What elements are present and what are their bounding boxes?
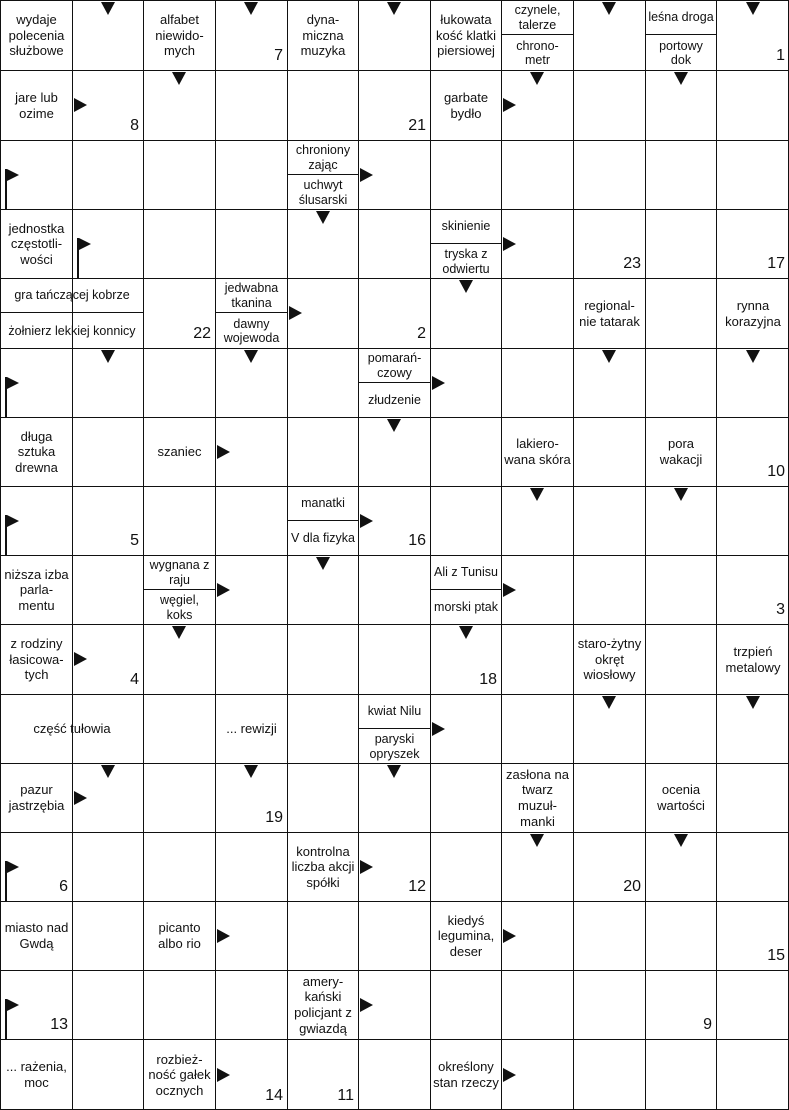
clue-cell: morski ptak: [434, 600, 498, 615]
clue-cell: złudzenie: [368, 393, 421, 408]
clue-number-label: 9: [703, 1016, 712, 1033]
clue-number-label: 11: [337, 1087, 354, 1104]
answer-cell[interactable]: [574, 418, 645, 486]
answer-cell[interactable]: [431, 971, 501, 1039]
clue-cell: uchwyt ślusarski: [298, 178, 348, 207]
flag-icon: [5, 861, 19, 901]
down-arrow-icon: [244, 765, 258, 778]
grid-line-horizontal: [0, 1039, 789, 1040]
answer-cell[interactable]: [717, 971, 789, 1039]
answer-cell[interactable]: [359, 556, 430, 624]
clue-cell: dyna-miczna muzyka: [300, 12, 346, 59]
flag-icon: [5, 377, 19, 417]
answer-cell[interactable]: [359, 625, 430, 694]
clue-cell: miasto nad Gwdą: [4, 920, 69, 951]
clue-number-label: 7: [274, 47, 283, 64]
clue-number-label: 5: [130, 532, 139, 549]
answer-cell[interactable]: [431, 487, 501, 555]
right-arrow-icon: [217, 1068, 230, 1082]
clue-cell: zasłona na twarz muzuł-manki: [506, 766, 569, 829]
answer-cell[interactable]: [646, 1040, 716, 1110]
answer-cell[interactable]: [646, 625, 716, 694]
clue-number-label: 13: [50, 1016, 68, 1033]
answer-cell[interactable]: [73, 418, 143, 486]
clue-number-label: 23: [623, 255, 641, 272]
answer-cell[interactable]: [144, 764, 215, 832]
clue-cell: określony stan rzeczy: [433, 1059, 499, 1090]
down-arrow-icon: [387, 419, 401, 432]
clue-cell: trzpień metalowy: [725, 643, 781, 675]
right-arrow-icon: [503, 98, 516, 112]
answer-cell[interactable]: [288, 418, 358, 486]
clue-number-label: 18: [479, 671, 497, 688]
answer-cell[interactable]: [359, 1040, 430, 1110]
clue-cell: regional-nie tatarak: [579, 297, 640, 329]
right-arrow-icon: [289, 306, 302, 320]
answer-cell[interactable]: [646, 556, 716, 624]
clue-number-label: 1: [776, 47, 785, 64]
clue-cell: wygnana z raju: [144, 556, 215, 590]
answer-cell[interactable]: [574, 141, 645, 209]
down-arrow-icon: [746, 350, 760, 363]
right-arrow-icon: [503, 1068, 516, 1082]
clue-cell: kontrolna liczba akcji spółki: [291, 843, 355, 890]
clue-cell: Ali z Tunisu: [431, 556, 501, 590]
clue-cell: łukowata kość klatki piersiowej: [436, 12, 496, 59]
answer-cell[interactable]: [216, 971, 287, 1039]
clue-cell: lakiero-wana skóra: [504, 436, 571, 467]
down-arrow-icon: [674, 834, 688, 847]
clue-cell: ... rewizji: [226, 721, 277, 737]
grid-line-horizontal: [0, 832, 789, 833]
clue-cell: dawny wojewoda: [223, 316, 280, 345]
answer-cell[interactable]: [144, 349, 215, 417]
clue-cell: czynele, talerze: [502, 1, 573, 35]
clue-cell: chroniony zając: [288, 141, 358, 175]
answer-cell[interactable]: [431, 764, 501, 832]
right-arrow-icon: [503, 237, 516, 251]
clue-cell: alfabet niewido-mych: [155, 12, 204, 59]
answer-cell[interactable]: [717, 487, 789, 555]
clue-cell: portowy dok: [659, 38, 703, 67]
answer-cell[interactable]: [144, 487, 215, 555]
clue-cell: picanto albo rio: [158, 920, 201, 951]
clue-cell: pora wakacji: [659, 436, 703, 467]
flag-cloth: [7, 861, 19, 873]
right-arrow-icon: [503, 929, 516, 943]
flag-cloth: [7, 515, 19, 527]
right-arrow-icon: [503, 583, 516, 597]
clue-cell: część tułowia: [33, 721, 111, 737]
clue-cell: amery-kański policjant z gwiazdą: [294, 973, 352, 1036]
down-arrow-icon: [316, 211, 330, 224]
answer-cell[interactable]: [717, 1040, 789, 1110]
answer-cell[interactable]: [288, 764, 358, 832]
answer-cell[interactable]: [502, 971, 573, 1039]
clue-cell: manatki: [288, 487, 358, 521]
down-arrow-icon: [172, 72, 186, 85]
clue-number-label: 10: [767, 463, 785, 480]
down-arrow-icon: [387, 2, 401, 15]
answer-cell[interactable]: [646, 902, 716, 970]
answer-cell[interactable]: [73, 971, 143, 1039]
answer-cell[interactable]: [717, 141, 789, 209]
answer-cell[interactable]: [288, 625, 358, 694]
clue-cell: skinienie: [431, 210, 501, 244]
answer-cell[interactable]: [288, 349, 358, 417]
answer-cell[interactable]: [216, 625, 287, 694]
down-arrow-icon: [674, 72, 688, 85]
answer-cell[interactable]: [646, 141, 716, 209]
answer-cell[interactable]: [216, 210, 287, 278]
answer-cell[interactable]: [502, 141, 573, 209]
clue-cell: jare lub ozime: [15, 89, 58, 121]
clue-number-label: 15: [767, 947, 785, 964]
answer-cell[interactable]: [73, 902, 143, 970]
grid-line-horizontal: [0, 209, 789, 210]
grid-line-horizontal: [0, 70, 789, 71]
clue-cell: ... rażenia, moc: [6, 1059, 67, 1090]
clue-number-label: 4: [130, 671, 139, 688]
clue-number-label: 6: [59, 878, 68, 895]
clue-number-label: 19: [265, 809, 283, 826]
clue-number-label: 17: [767, 255, 785, 272]
down-arrow-icon: [746, 2, 760, 15]
answer-cell[interactable]: [646, 349, 716, 417]
answer-cell[interactable]: [216, 487, 287, 555]
grid-line-horizontal: [0, 140, 789, 141]
answer-cell[interactable]: [574, 902, 645, 970]
right-arrow-icon: [432, 722, 445, 736]
answer-cell[interactable]: [288, 902, 358, 970]
down-arrow-icon: [244, 2, 258, 15]
clue-number-label: 8: [130, 117, 139, 134]
answer-cell[interactable]: [574, 556, 645, 624]
answer-cell[interactable]: [574, 764, 645, 832]
answer-cell[interactable]: [574, 1040, 645, 1110]
grid-line-horizontal: [0, 624, 789, 625]
clue-cell: garbate bydło: [443, 89, 489, 121]
answer-cell[interactable]: [144, 141, 215, 209]
clue-number-label: 2: [417, 325, 426, 342]
clue-number-label: 16: [408, 532, 426, 549]
clue-cell: szaniec: [157, 444, 202, 460]
clue-cell: V dla fizyka: [291, 531, 355, 546]
down-arrow-icon: [316, 557, 330, 570]
right-arrow-icon: [360, 168, 373, 182]
answer-cell[interactable]: [144, 695, 215, 763]
down-arrow-icon: [602, 2, 616, 15]
down-arrow-icon: [530, 72, 544, 85]
answer-cell[interactable]: [73, 556, 143, 624]
down-arrow-icon: [459, 280, 473, 293]
flag-icon: [77, 238, 91, 278]
clue-cell: paryski opryszek: [369, 732, 420, 761]
clue-cell: węgiel, koks: [160, 593, 199, 622]
flag-icon: [5, 169, 19, 209]
clue-cell: pomarań-czowy: [359, 349, 430, 383]
clue-cell: jedwabna tkanina: [216, 279, 287, 313]
right-arrow-icon: [74, 791, 87, 805]
answer-cell[interactable]: [717, 71, 789, 140]
answer-cell[interactable]: [73, 833, 143, 901]
down-arrow-icon: [244, 350, 258, 363]
clue-cell: jednostka częstotli-wości: [8, 220, 65, 267]
right-arrow-icon: [217, 929, 230, 943]
clue-number-label: 20: [623, 878, 641, 895]
clue-cell: kiedyś legumina, deser: [437, 912, 495, 959]
clue-cell: żołnierz lekkiej konnicy: [8, 323, 136, 338]
right-arrow-icon: [360, 860, 373, 874]
down-arrow-icon: [674, 488, 688, 501]
down-arrow-icon: [746, 696, 760, 709]
down-arrow-icon: [530, 488, 544, 501]
answer-cell[interactable]: [144, 210, 215, 278]
clue-number-label: 14: [265, 1087, 283, 1104]
answer-cell[interactable]: [359, 210, 430, 278]
right-arrow-icon: [360, 998, 373, 1012]
down-arrow-icon: [530, 834, 544, 847]
answer-cell[interactable]: [216, 141, 287, 209]
answer-cell[interactable]: [646, 695, 716, 763]
answer-cell[interactable]: [574, 71, 645, 140]
answer-cell[interactable]: [431, 833, 501, 901]
clue-cell: leśna droga: [646, 1, 716, 35]
clue-cell: długa sztuka drewna: [15, 428, 58, 475]
clue-number-label: 12: [408, 878, 426, 895]
down-arrow-icon: [101, 765, 115, 778]
clue-cell: rozbież-ność gałek ocznych: [148, 1051, 211, 1098]
right-arrow-icon: [74, 652, 87, 666]
clue-number-label: 21: [408, 117, 426, 134]
clue-cell: rynna korazyjna: [725, 297, 781, 329]
down-arrow-icon: [387, 765, 401, 778]
answer-cell[interactable]: [502, 279, 573, 348]
flag-cloth: [79, 238, 91, 250]
down-arrow-icon: [101, 2, 115, 15]
down-arrow-icon: [101, 350, 115, 363]
down-arrow-icon: [459, 626, 473, 639]
answer-cell[interactable]: [646, 210, 716, 278]
answer-cell[interactable]: [73, 1040, 143, 1110]
answer-cell[interactable]: [502, 349, 573, 417]
flag-cloth: [7, 169, 19, 181]
flag-cloth: [7, 999, 19, 1011]
clue-number-label: 22: [193, 325, 211, 342]
answer-cell[interactable]: [359, 902, 430, 970]
grid-line-horizontal: [0, 555, 789, 556]
clue-cell: pazur jastrzębia: [8, 782, 65, 813]
clue-cell: staro-żytny okręt wiosłowy: [577, 636, 642, 683]
answer-cell[interactable]: [502, 695, 573, 763]
answer-cell[interactable]: [144, 971, 215, 1039]
right-arrow-icon: [217, 445, 230, 459]
answer-cell[interactable]: [216, 833, 287, 901]
clue-cell: chrono-metr: [516, 38, 559, 67]
answer-cell[interactable]: [717, 764, 789, 832]
right-arrow-icon: [74, 98, 87, 112]
clue-cell: gra tańczącej kobrze: [1, 279, 143, 313]
answer-cell[interactable]: [431, 141, 501, 209]
down-arrow-icon: [172, 626, 186, 639]
answer-cell[interactable]: [574, 971, 645, 1039]
clue-number-label: 3: [776, 601, 785, 618]
right-arrow-icon: [360, 514, 373, 528]
clue-cell: niższa izba parla-mentu: [4, 566, 69, 613]
answer-cell[interactable]: [717, 833, 789, 901]
flag-icon: [5, 999, 19, 1039]
grid-line-horizontal: [0, 901, 789, 902]
down-arrow-icon: [602, 350, 616, 363]
clue-cell: ocenia wartości: [657, 782, 705, 813]
right-arrow-icon: [217, 583, 230, 597]
answer-cell[interactable]: [431, 418, 501, 486]
answer-cell[interactable]: [216, 71, 287, 140]
answer-cell[interactable]: [288, 71, 358, 140]
clue-cell: kwiat Nilu: [359, 695, 430, 729]
flag-cloth: [7, 377, 19, 389]
flag-icon: [5, 515, 19, 555]
clue-cell: z rodziny łasicowa-tych: [9, 636, 64, 683]
answer-cell[interactable]: [502, 625, 573, 694]
clue-cell: tryska z odwiertu: [442, 247, 490, 276]
answer-cell[interactable]: [288, 695, 358, 763]
answer-cell[interactable]: [144, 833, 215, 901]
answer-cell[interactable]: [574, 487, 645, 555]
clue-cell: wydaje polecenia służbowe: [8, 12, 65, 59]
answer-cell[interactable]: [73, 141, 143, 209]
grid-line-horizontal: [0, 970, 789, 971]
answer-cell[interactable]: [646, 279, 716, 348]
grid-line-horizontal: [0, 486, 789, 487]
right-arrow-icon: [432, 376, 445, 390]
down-arrow-icon: [602, 696, 616, 709]
